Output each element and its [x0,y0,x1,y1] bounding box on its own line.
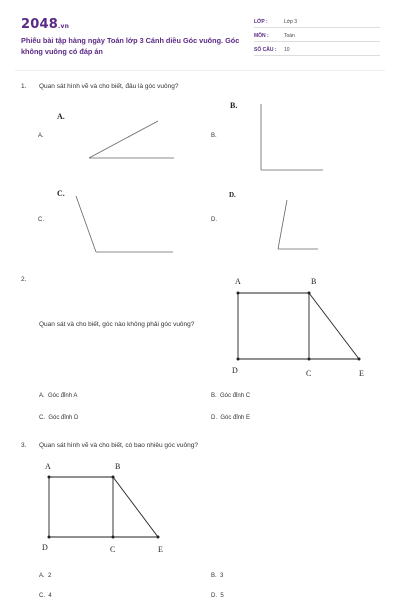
q3-option-d-text: 5 [220,593,224,599]
q3-point-a [48,476,51,479]
q2-label-c: C [306,369,312,378]
q2-point-d [237,358,240,361]
q2-label-e: E [359,369,364,378]
q3-option-c-text: 4 [48,593,52,599]
subject-value: Toán [284,33,295,39]
q2-point-b [308,292,311,295]
q1-figure-b-angle [261,104,323,170]
q3-option-d[interactable] [211,593,224,599]
q1-option-c[interactable]: C. [38,217,44,223]
question-count-label: SỐ CÂU : [254,47,277,53]
q3-number: 3. [21,442,27,449]
meta-divider [254,27,380,28]
q2-option-a-text: Góc đỉnh A [48,393,78,399]
q3-point-e [157,536,160,539]
question-count-value: 10 [284,47,290,53]
meta-divider [254,41,380,42]
q2-option-c-text: Góc đỉnh D [48,415,79,421]
logo-text: 2048 [21,17,58,32]
q1-option-a[interactable]: A. [38,133,44,139]
q1-text: Quan sát hình vẽ và cho biết, đâu là góc vuông? [39,83,179,90]
q2-edge-be [309,293,359,359]
q1-figure-a-angle [89,121,174,158]
q3-point-b [112,476,115,479]
q2-label-d: D [232,366,238,375]
q3-option-b-key: B. [211,573,217,579]
q3-label-b: B [115,462,121,471]
q3-label-a: A [45,462,51,471]
q1-figure-c-label: C. [57,189,65,198]
header-divider [15,70,385,71]
q3-point-d [48,536,51,539]
meta-divider [254,55,380,56]
q1-figure-b-label: B. [230,101,238,110]
q2-option-d[interactable] [211,415,250,421]
q3-option-d-key: D. [211,593,217,599]
logo-suffix: .vn [57,23,70,30]
q3-option-c[interactable] [39,593,52,599]
q2-option-a-key: A. [39,393,45,399]
q2-option-d-text: Góc đỉnh E [220,415,251,421]
q1-option-d[interactable]: D. [211,217,217,223]
q3-point-c [112,536,115,539]
q2-point-a [237,292,240,295]
q1-figure-d-angle [278,200,318,249]
q1-number: 1. [21,83,27,90]
q3-option-a-key: A. [39,573,45,579]
q1-figure-d-label: D. [229,191,236,199]
q2-option-b-key: B. [211,393,217,399]
q3-option-b-text: 3 [220,573,224,579]
q2-option-b[interactable] [211,393,250,399]
q2-option-c-key: C. [39,415,45,421]
q2-number: 2. [21,276,27,283]
q3-option-a[interactable] [39,573,51,579]
q2-label-a: A [235,277,241,286]
q2-option-d-key: D. [211,415,217,421]
q2-option-c[interactable] [39,415,78,421]
q1-option-b[interactable]: B. [211,133,217,139]
q1-figure-a-label: A. [57,112,65,121]
q3-label-c: C [110,545,116,554]
q3-label-d: D [42,543,48,552]
q2-label-b: B [311,277,317,286]
q2-point-c [308,358,311,361]
q3-text: Quan sát hình vẽ và cho biết, có bao nhiêu góc vuông? [39,442,199,449]
subject-label: MÔN : [254,33,269,39]
q3-option-c-key: C. [39,593,45,599]
q2-text: Quan sát và cho biết, góc nào không phải góc vuông? [39,321,195,328]
class-value: Lớp 3 [284,19,298,25]
q2-option-b-text: Góc đỉnh C [220,393,251,399]
q3-option-b[interactable] [211,573,223,579]
q2-point-e [358,358,361,361]
site-logo[interactable] [21,17,69,32]
worksheet-title: Phiếu bài tập hàng ngày Toán lớp 3 Cánh diều Góc vuông. Góc không vuông có đáp án [21,36,240,56]
q1-figure-c-angle [76,196,173,252]
q2-option-a[interactable] [39,393,77,399]
q3-option-a-text: 2 [48,573,52,579]
q3-label-e: E [158,545,163,554]
class-label: LỚP : [254,19,268,25]
q3-edge-be [113,477,158,537]
